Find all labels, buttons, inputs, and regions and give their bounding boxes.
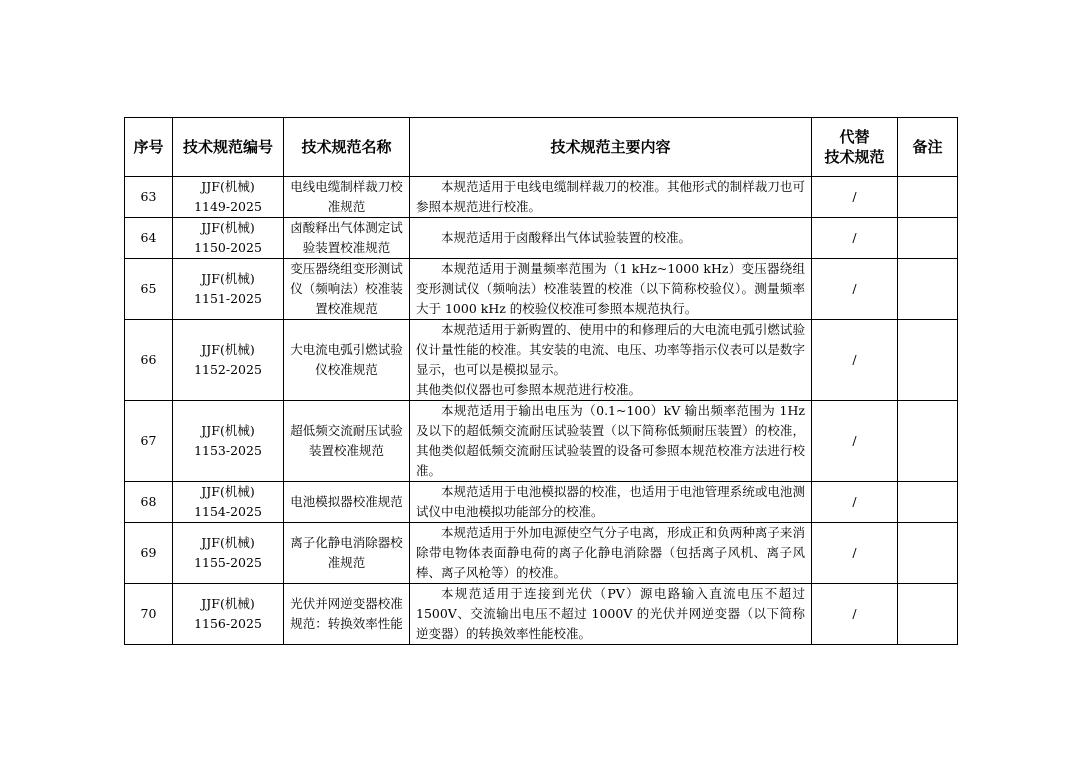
header-replace-line2: 技术规范 [824,148,885,166]
cell-code [173,259,284,320]
cell-code-line1: JJF(机械) [201,179,255,194]
cell-content-paragraph: 本规范适用于测量频率范围为（1 kHz~1000 kHz）变压器绕组变形测试仪（频响法）校准装置的校准（以下简称校验仪）。测量频率大于 1000 kHz 的校验仪校准可参照本规范执行。 [416,261,805,316]
cell-seq: 68 [125,482,173,523]
cell-code [173,584,284,645]
cell-content-paragraph: 本规范适用于输出电压为（0.1~100）kV 输出频率范围为 1Hz 及以下的超低频交流耐压试验装置（以下简称低频耐压装置）的校准，其他类似超低频交流耐压试验装置的设备可参照本规范校准方法进行校准。 [416,403,805,478]
cell-content [410,177,812,218]
cell-name: 电线电缆制样裁刀校准规范 [284,177,410,218]
cell-name: 电池模拟器校准规范 [284,482,410,523]
cell-name: 卤酸释出气体测定试验装置校准规范 [284,218,410,259]
cell-code-line2: 1150-2025 [194,240,262,255]
cell-content [410,320,812,401]
cell-name: 光伏并网逆变器校准规范：转换效率性能 [284,584,410,645]
header-remark: 备注 [898,118,958,177]
cell-content [410,523,812,584]
cell-name: 离子化静电消除器校准规范 [284,523,410,584]
cell-code-line1: JJF(机械) [201,484,255,499]
cell-content [410,259,812,320]
cell-code [173,177,284,218]
cell-code-line1: JJF(机械) [201,271,255,286]
table-row [125,523,958,584]
cell-content-paragraph: 本规范适用于电线电缆制样裁刀的校准。其他形式的制样裁刀也可参照本规范进行校准。 [416,179,805,214]
cell-replace: / [812,218,898,259]
cell-code-line1: JJF(机械) [201,220,255,235]
cell-code-line1: JJF(机械) [201,342,255,357]
cell-replace: / [812,523,898,584]
table-body [125,177,958,645]
cell-code-line2: 1152-2025 [194,362,262,377]
cell-code [173,482,284,523]
cell-name: 超低频交流耐压试验装置校准规范 [284,401,410,482]
cell-content-paragraph: 其他类似仪器也可参照本规范进行校准。 [416,382,642,397]
cell-name: 大电流电弧引燃试验仪校准规范 [284,320,410,401]
cell-content-paragraph: 本规范适用于连接到光伏（PV）源电路输入直流电压不超过 1500V、交流输出电压不超过 1000V 的光伏并网逆变器（以下简称逆变器）的转换效率性能校准。 [416,586,805,641]
cell-seq: 69 [125,523,173,584]
header-replace [812,118,898,177]
cell-code-line1: JJF(机械) [201,423,255,438]
cell-seq: 64 [125,218,173,259]
cell-remark [898,177,958,218]
cell-name: 变压器绕组变形测试仪（频响法）校准装置校准规范 [284,259,410,320]
cell-content [410,401,812,482]
cell-code [173,218,284,259]
cell-code [173,523,284,584]
cell-remark [898,320,958,401]
cell-replace: / [812,482,898,523]
table-row [125,218,958,259]
cell-content [410,584,812,645]
cell-code-line2: 1154-2025 [194,504,262,519]
cell-seq: 70 [125,584,173,645]
cell-code-line2: 1149-2025 [194,199,262,214]
cell-remark [898,482,958,523]
header-row [125,118,958,177]
cell-replace: / [812,584,898,645]
table-row [125,401,958,482]
cell-content-paragraph: 本规范适用于电池模拟器的校准，也适用于电池管理系统或电池测试仪中电池模拟功能部分的校准。 [416,484,805,519]
header-name: 技术规范名称 [284,118,410,177]
spec-table [124,117,958,645]
cell-code [173,320,284,401]
cell-code-line2: 1153-2025 [194,443,262,458]
cell-code-line1: JJF(机械) [201,596,255,611]
cell-replace: / [812,320,898,401]
cell-seq: 67 [125,401,173,482]
cell-code-line2: 1155-2025 [194,555,262,570]
cell-content-paragraph: 本规范适用于卤酸释出气体试验装置的校准。 [441,230,692,245]
cell-remark [898,218,958,259]
cell-code-line2: 1151-2025 [194,291,262,306]
cell-replace: / [812,401,898,482]
table-row [125,177,958,218]
cell-code [173,401,284,482]
cell-code-line1: JJF(机械) [201,535,255,550]
cell-remark [898,401,958,482]
cell-seq: 65 [125,259,173,320]
cell-seq: 66 [125,320,173,401]
cell-remark [898,584,958,645]
cell-content [410,482,812,523]
cell-replace: / [812,177,898,218]
header-replace-line1: 代替 [839,128,870,146]
cell-remark [898,259,958,320]
table-row [125,320,958,401]
cell-replace: / [812,259,898,320]
cell-content [410,218,812,259]
table-row [125,584,958,645]
table-row [125,259,958,320]
cell-seq: 63 [125,177,173,218]
cell-content-paragraph: 本规范适用于外加电源使空气分子电离，形成正和负两种离子来消除带电物体表面静电荷的离子化静电消除器（包括离子风机、离子风棒、离子风枪等）的校准。 [416,525,805,580]
table-row [125,482,958,523]
header-seq: 序号 [125,118,173,177]
header-content: 技术规范主要内容 [410,118,812,177]
cell-content-paragraph: 本规范适用于新购置的、使用中的和修理后的大电流电弧引燃试验仪计量性能的校准。其安装的电流、电压、功率等指示仪表可以是数字显示，也可以是模拟显示。 [416,322,805,377]
cell-code-line2: 1156-2025 [194,616,262,631]
header-code: 技术规范编号 [173,118,284,177]
cell-remark [898,523,958,584]
